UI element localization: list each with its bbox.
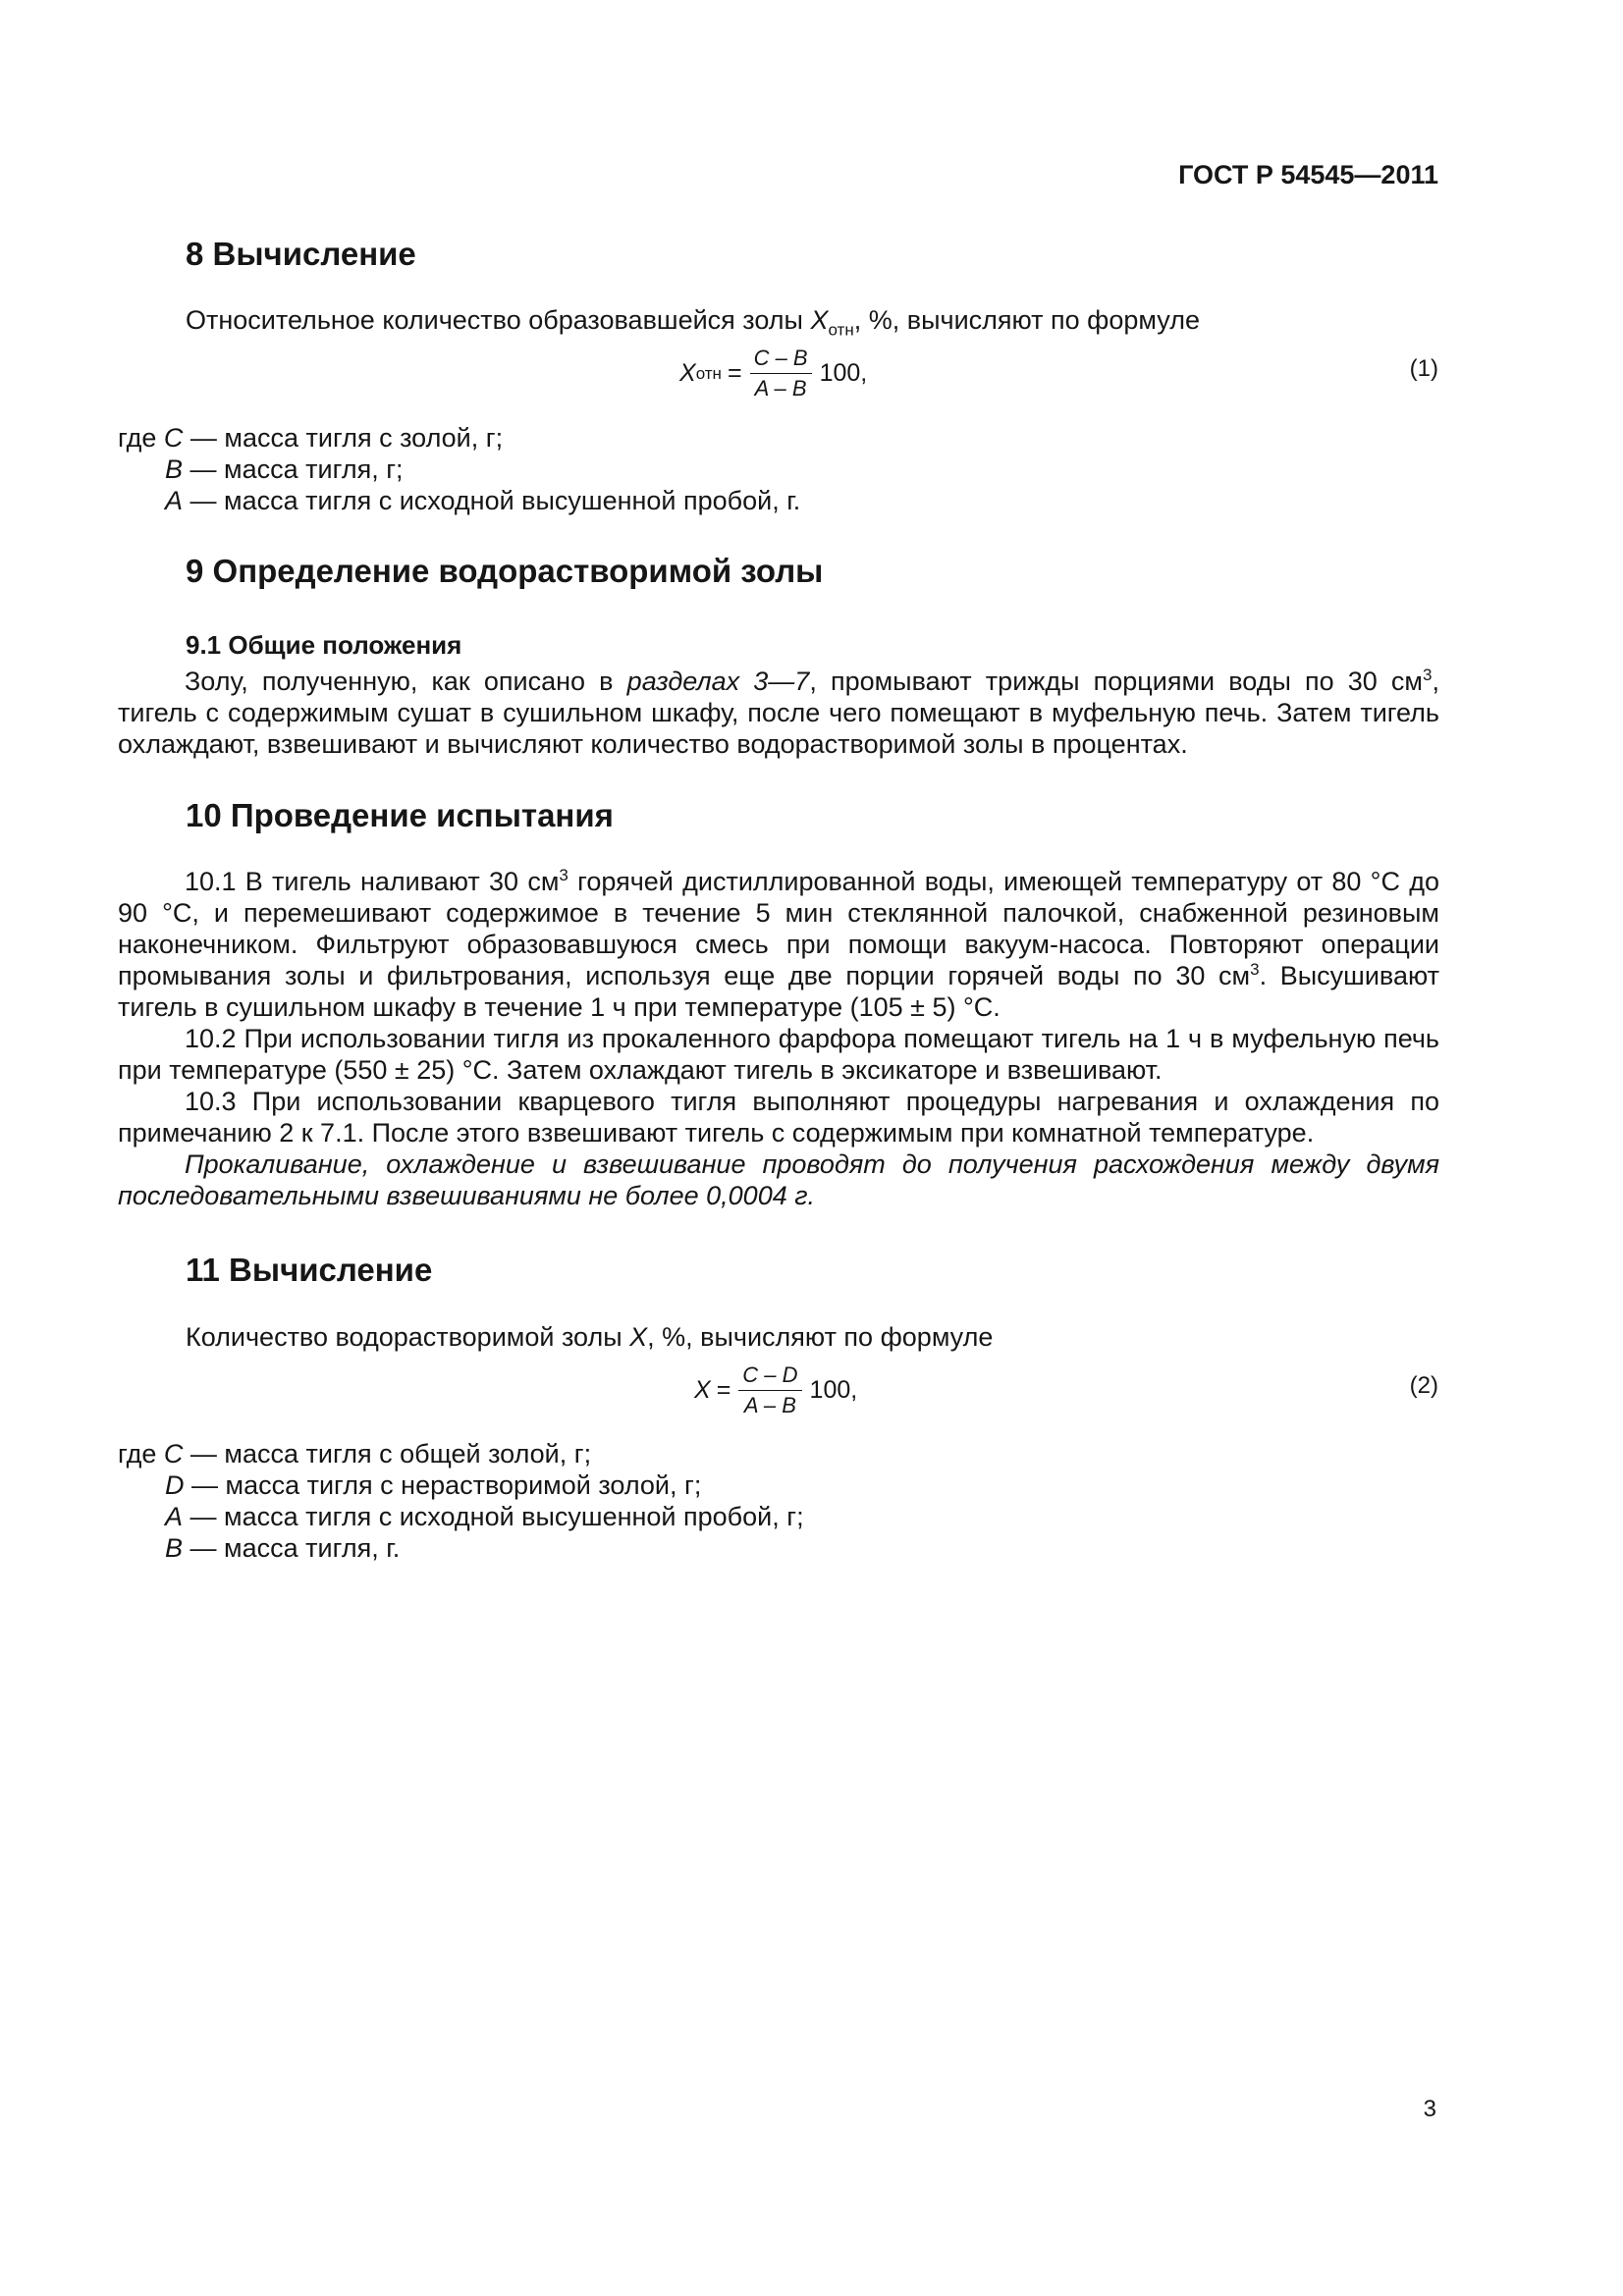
where-item: A — масса тигля с исходной высушенной пробой, г. xyxy=(165,486,801,515)
section-8-intro xyxy=(186,304,1200,340)
formula-numerator: C – B xyxy=(750,346,812,374)
where-item: B — масса тигля, г; xyxy=(165,454,404,484)
where-item: A — масса тигля с исходной высушенной пробой, г; xyxy=(165,1502,804,1531)
section-9-1-heading: 9.1 Общие положения xyxy=(186,630,462,660)
clause-10-3: 10.3 При использовании кварцевого тигля выполняют процедуры нагревания и охлаждения по примечанию 2 к 7.1. После этого взвешивают тигель с содержимым при комнатной температуре. xyxy=(118,1087,1439,1148)
where-item: где C — масса тигля с общей золой, г; xyxy=(118,1439,592,1468)
where-item: B — масса тигля, г. xyxy=(165,1533,401,1563)
section-8-heading: 8 Вычисление xyxy=(186,236,416,272)
section-11-intro: Количество водорастворимой золы X, %, вычисляют по формуле xyxy=(186,1322,994,1352)
section-9-1-paragraph: Золу, полученную, как описано в разделах 3—7, промывают трижды порциями воды по 30 $см^3$, тигель с содержимым сушат в сушильном шкафу, после чего помещают в муфельную печь. Затем тигель охлаждают, взвешивают и вычисляют количество водорастворимой золы в процентах. xyxy=(118,666,1439,759)
formula-lhs: X xyxy=(694,1376,711,1404)
where-list-11 xyxy=(118,1438,804,1564)
formula-fraction xyxy=(750,346,812,401)
page-number: 3 xyxy=(1423,2096,1436,2122)
where-list-8 xyxy=(118,422,800,516)
equation-number-1: (1) xyxy=(1409,355,1438,382)
formula-lhs: X xyxy=(679,359,696,387)
variable: X xyxy=(810,305,829,335)
formula-1: X отн = $\frac{C - B}{A - B}$ 100, xyxy=(679,346,868,400)
intro-text: Относительное количество образовавшейся золы xyxy=(186,305,811,335)
section-10-paragraphs xyxy=(118,866,1439,1211)
intro-text-end: , %, вычисляют по формуле xyxy=(853,305,1200,335)
clause-10-2: 10.2 При использовании тигля из прокаленного фарфора помещают тигель на 1 ч в муфельную печь при температуре (550 ± 25) °С. Затем охлаждают тигель в эксикаторе и взвешивают. xyxy=(118,1024,1439,1085)
formula-numerator: C – D xyxy=(738,1362,801,1391)
formula-2 xyxy=(694,1362,857,1418)
section-11-heading: 11 Вычисление xyxy=(186,1252,433,1288)
where-item: где C — масса тигля с золой, г; xyxy=(118,423,504,453)
formula-fraction xyxy=(738,1362,801,1418)
variable-subscript: отн xyxy=(828,320,854,340)
formula-equals: = xyxy=(727,359,742,387)
where-item: D — масса тигля с нерастворимой золой, г; xyxy=(165,1470,702,1500)
clause-10-note: Прокаливание, охлаждение и взвешивание проводят до получения расхождения между двумя последовательными взвешиваниями не более 0,0004 г. xyxy=(118,1149,1439,1210)
section-10-heading: 10 Проведение испытания xyxy=(186,797,614,833)
section-9-heading: 9 Определение водорастворимой золы xyxy=(186,553,824,589)
formula-denominator: A – B xyxy=(754,376,807,400)
document-code: ГОСТ Р 54545—2011 xyxy=(1178,160,1438,189)
formula-denominator: A – B xyxy=(743,1393,796,1417)
formula-tail: 100, xyxy=(809,1376,858,1404)
formula-tail: 100, xyxy=(819,359,868,387)
equation-number-2: (2) xyxy=(1409,1372,1438,1399)
clause-10-1: 10.1 В тигель наливают 30 $см^3$ горячей дистиллированной воды, имеющей температуру от 80 °С до 90 °С, и перемешивают содержимое в течение 5 мин стеклянной палочкой, снабженной резиновым наконечником. Фильтруют образовавшуюся смесь при помощи вакуум-насоса. Повторяют операции промывания золы и фильтрования, используя еще две порции горячей воды по 30 $см^3$. Высушивают тигель в сушильном шкафу в течение 1 ч при температуре (105 ± 5) °С. xyxy=(118,866,1439,1022)
formula-equals: = xyxy=(716,1376,731,1404)
